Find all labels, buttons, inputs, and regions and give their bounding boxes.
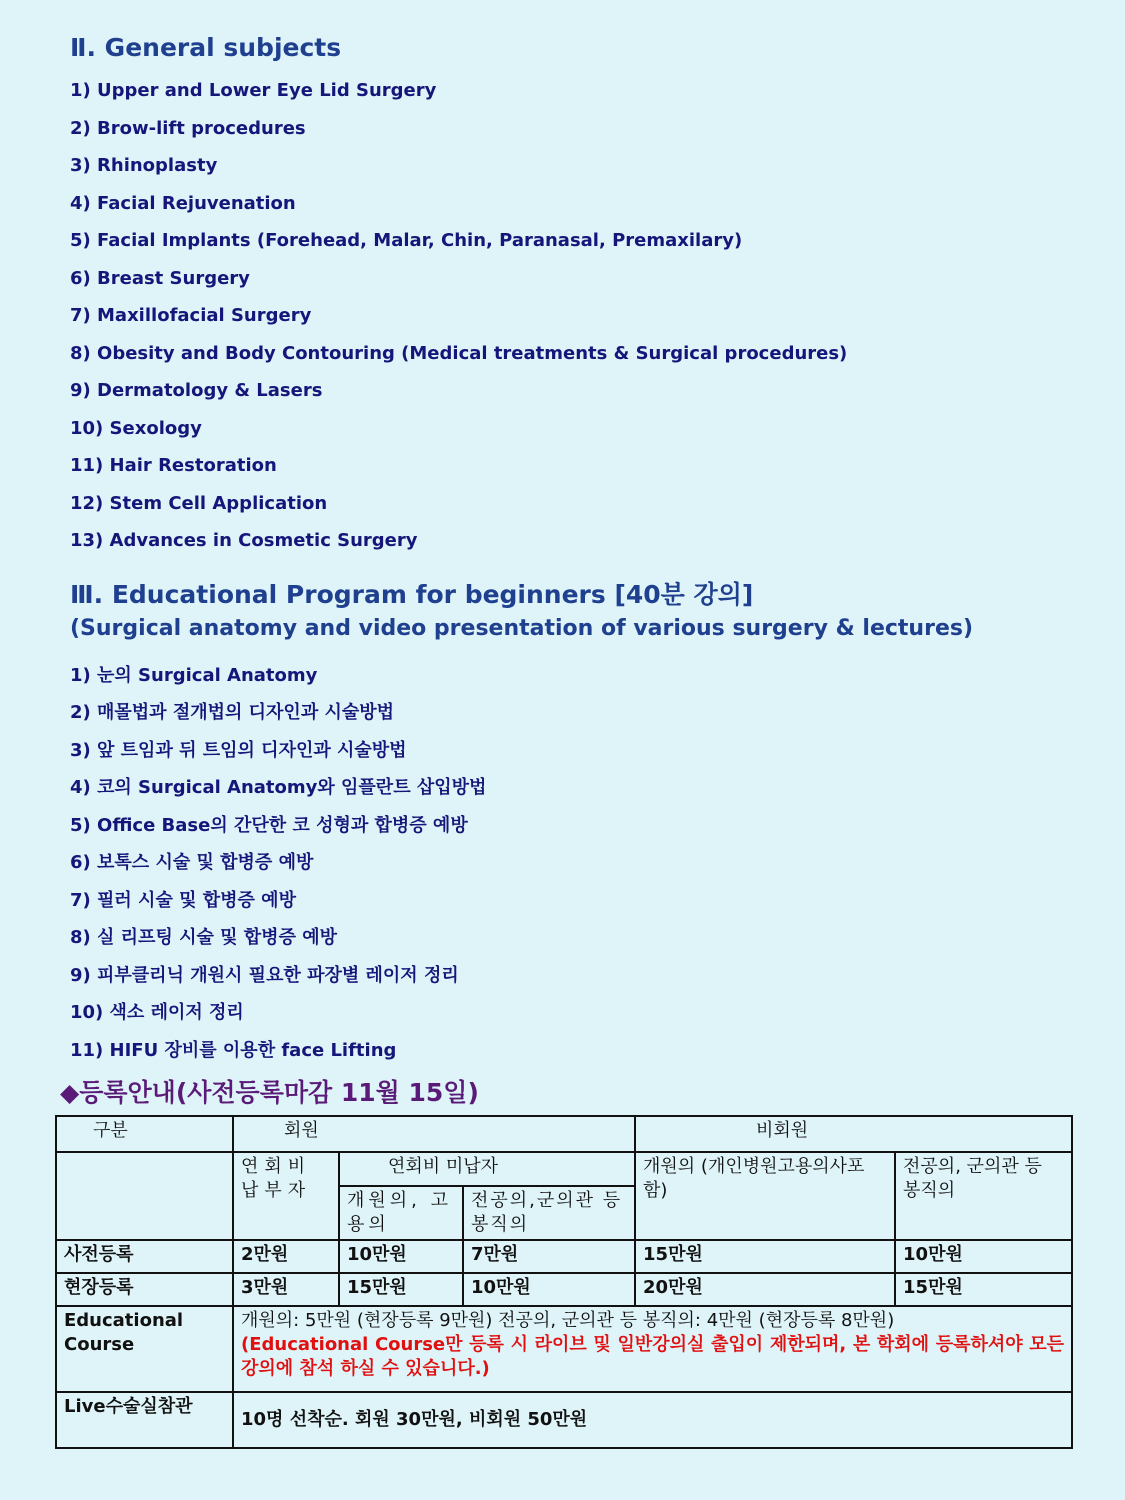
edu-course-note: (Educational Course만 등록 시 라이브 및 일반강의실 출입이 제한되며, 본 학회에 등록하셔야 모든 강의에 참석 하실 수 있습니다.): [241, 1334, 1065, 1379]
fee-cell: 15만원: [339, 1273, 463, 1306]
registration-title: ◆등록안내(사전등록마감 11월 15일): [60, 1078, 479, 1107]
live-value: 10명 선착순. 회원 30만원, 비회원 50만원: [233, 1392, 1072, 1448]
fee-cell: 10만원: [339, 1240, 463, 1273]
table-row: [56, 1273, 1072, 1306]
table-row: [56, 1240, 1072, 1273]
header-unpaid-resident: 전공의,군의관 등 봉직의: [463, 1186, 635, 1240]
registration-table: [55, 1115, 1073, 1449]
educational-item: 1) 눈의 Surgical Anatomy: [70, 665, 318, 686]
fee-cell: 10만원: [463, 1273, 635, 1306]
subheader-row: [56, 1152, 1072, 1186]
edu-course-row: [56, 1306, 1072, 1392]
row-label: 사전등록: [56, 1240, 233, 1273]
live-row: [56, 1392, 1072, 1448]
header-nonmember-resident: 전공의, 군의관 등 봉직의: [895, 1152, 1072, 1240]
general-item: 6) Breast Surgery: [70, 268, 250, 289]
educational-item: 8) 실 리프팅 시술 및 합병증 예방: [70, 927, 338, 948]
header-unpaid: 연회비 미납자: [339, 1152, 635, 1186]
general-item: 12) Stem Cell Application: [70, 493, 328, 514]
general-item: 9) Dermatology & Lasers: [70, 380, 323, 401]
educational-item: 6) 보톡스 시술 및 합병증 예방: [70, 852, 314, 873]
fee-cell: 15만원: [635, 1240, 895, 1273]
header-nonmember-open: 개원의 (개인병원고용의사포함): [635, 1152, 895, 1240]
educational-item: 5) Office Base의 간단한 코 성형과 합병증 예방: [70, 815, 468, 836]
fee-cell: 10만원: [895, 1240, 1072, 1273]
educational-item: 11) HIFU 장비를 이용한 face Lifting: [70, 1040, 397, 1061]
general-subjects-heading: Ⅱ. General subjects: [70, 33, 342, 62]
header-unpaid-open: 개원의, 고용의: [339, 1186, 463, 1240]
live-label: Live수술실참관: [56, 1392, 233, 1448]
general-item: 8) Obesity and Body Contouring (Medical treatments & Surgical procedures): [70, 343, 848, 364]
fee-cell: 15만원: [895, 1273, 1072, 1306]
edu-course-fees: 개원의: 5만원 (현장등록 9만원) 전공의, 군의관 등 봉직의: 4만원 (현장등록 8만원): [241, 1310, 895, 1331]
general-item: 13) Advances in Cosmetic Surgery: [70, 530, 418, 551]
general-item: 3) Rhinoplasty: [70, 155, 218, 176]
header-nonmember: 비회원: [635, 1116, 1072, 1152]
row-label: 현장등록: [56, 1273, 233, 1306]
general-item: 1) Upper and Lower Eye Lid Surgery: [70, 80, 437, 101]
edu-course-label: Educational Course: [56, 1306, 233, 1392]
header-category: 구분: [56, 1116, 233, 1152]
educational-item: 9) 피부클리닉 개원시 필요한 파장별 레이저 정리: [70, 965, 459, 986]
educational-item: 4) 코의 Surgical Anatomy와 임플란트 삽입방법: [70, 777, 487, 798]
general-item: 11) Hair Restoration: [70, 455, 277, 476]
header-empty: [56, 1152, 233, 1240]
educational-program-heading: Ⅲ. Educational Program for beginners [40분 강의]: [70, 580, 754, 609]
fee-cell: 3만원: [233, 1273, 339, 1306]
edu-course-details: [233, 1306, 1072, 1392]
fee-cell: 2만원: [233, 1240, 339, 1273]
educational-item: 10) 색소 레이저 정리: [70, 1002, 244, 1023]
fee-cell: 7만원: [463, 1240, 635, 1273]
general-item: 10) Sexology: [70, 418, 202, 439]
header-row: [56, 1116, 1072, 1152]
educational-program-subheading: (Surgical anatomy and video presentation of various surgery & lectures): [70, 616, 974, 641]
educational-item: 7) 필러 시술 및 합병증 예방: [70, 890, 296, 911]
general-item: 5) Facial Implants (Forehead, Malar, Chin, Paranasal, Premaxilary): [70, 230, 743, 251]
general-item: 4) Facial Rejuvenation: [70, 193, 296, 214]
general-item: 2) Brow-lift procedures: [70, 118, 306, 139]
header-member: 회원: [233, 1116, 635, 1152]
fee-cell: 20만원: [635, 1273, 895, 1306]
header-paid: 연회비 납부자: [233, 1152, 339, 1240]
educational-item: 2) 매몰법과 절개법의 디자인과 시술방법: [70, 702, 395, 723]
general-item: 7) Maxillofacial Surgery: [70, 305, 312, 326]
educational-item: 3) 앞 트임과 뒤 트임의 디자인과 시술방법: [70, 740, 407, 761]
